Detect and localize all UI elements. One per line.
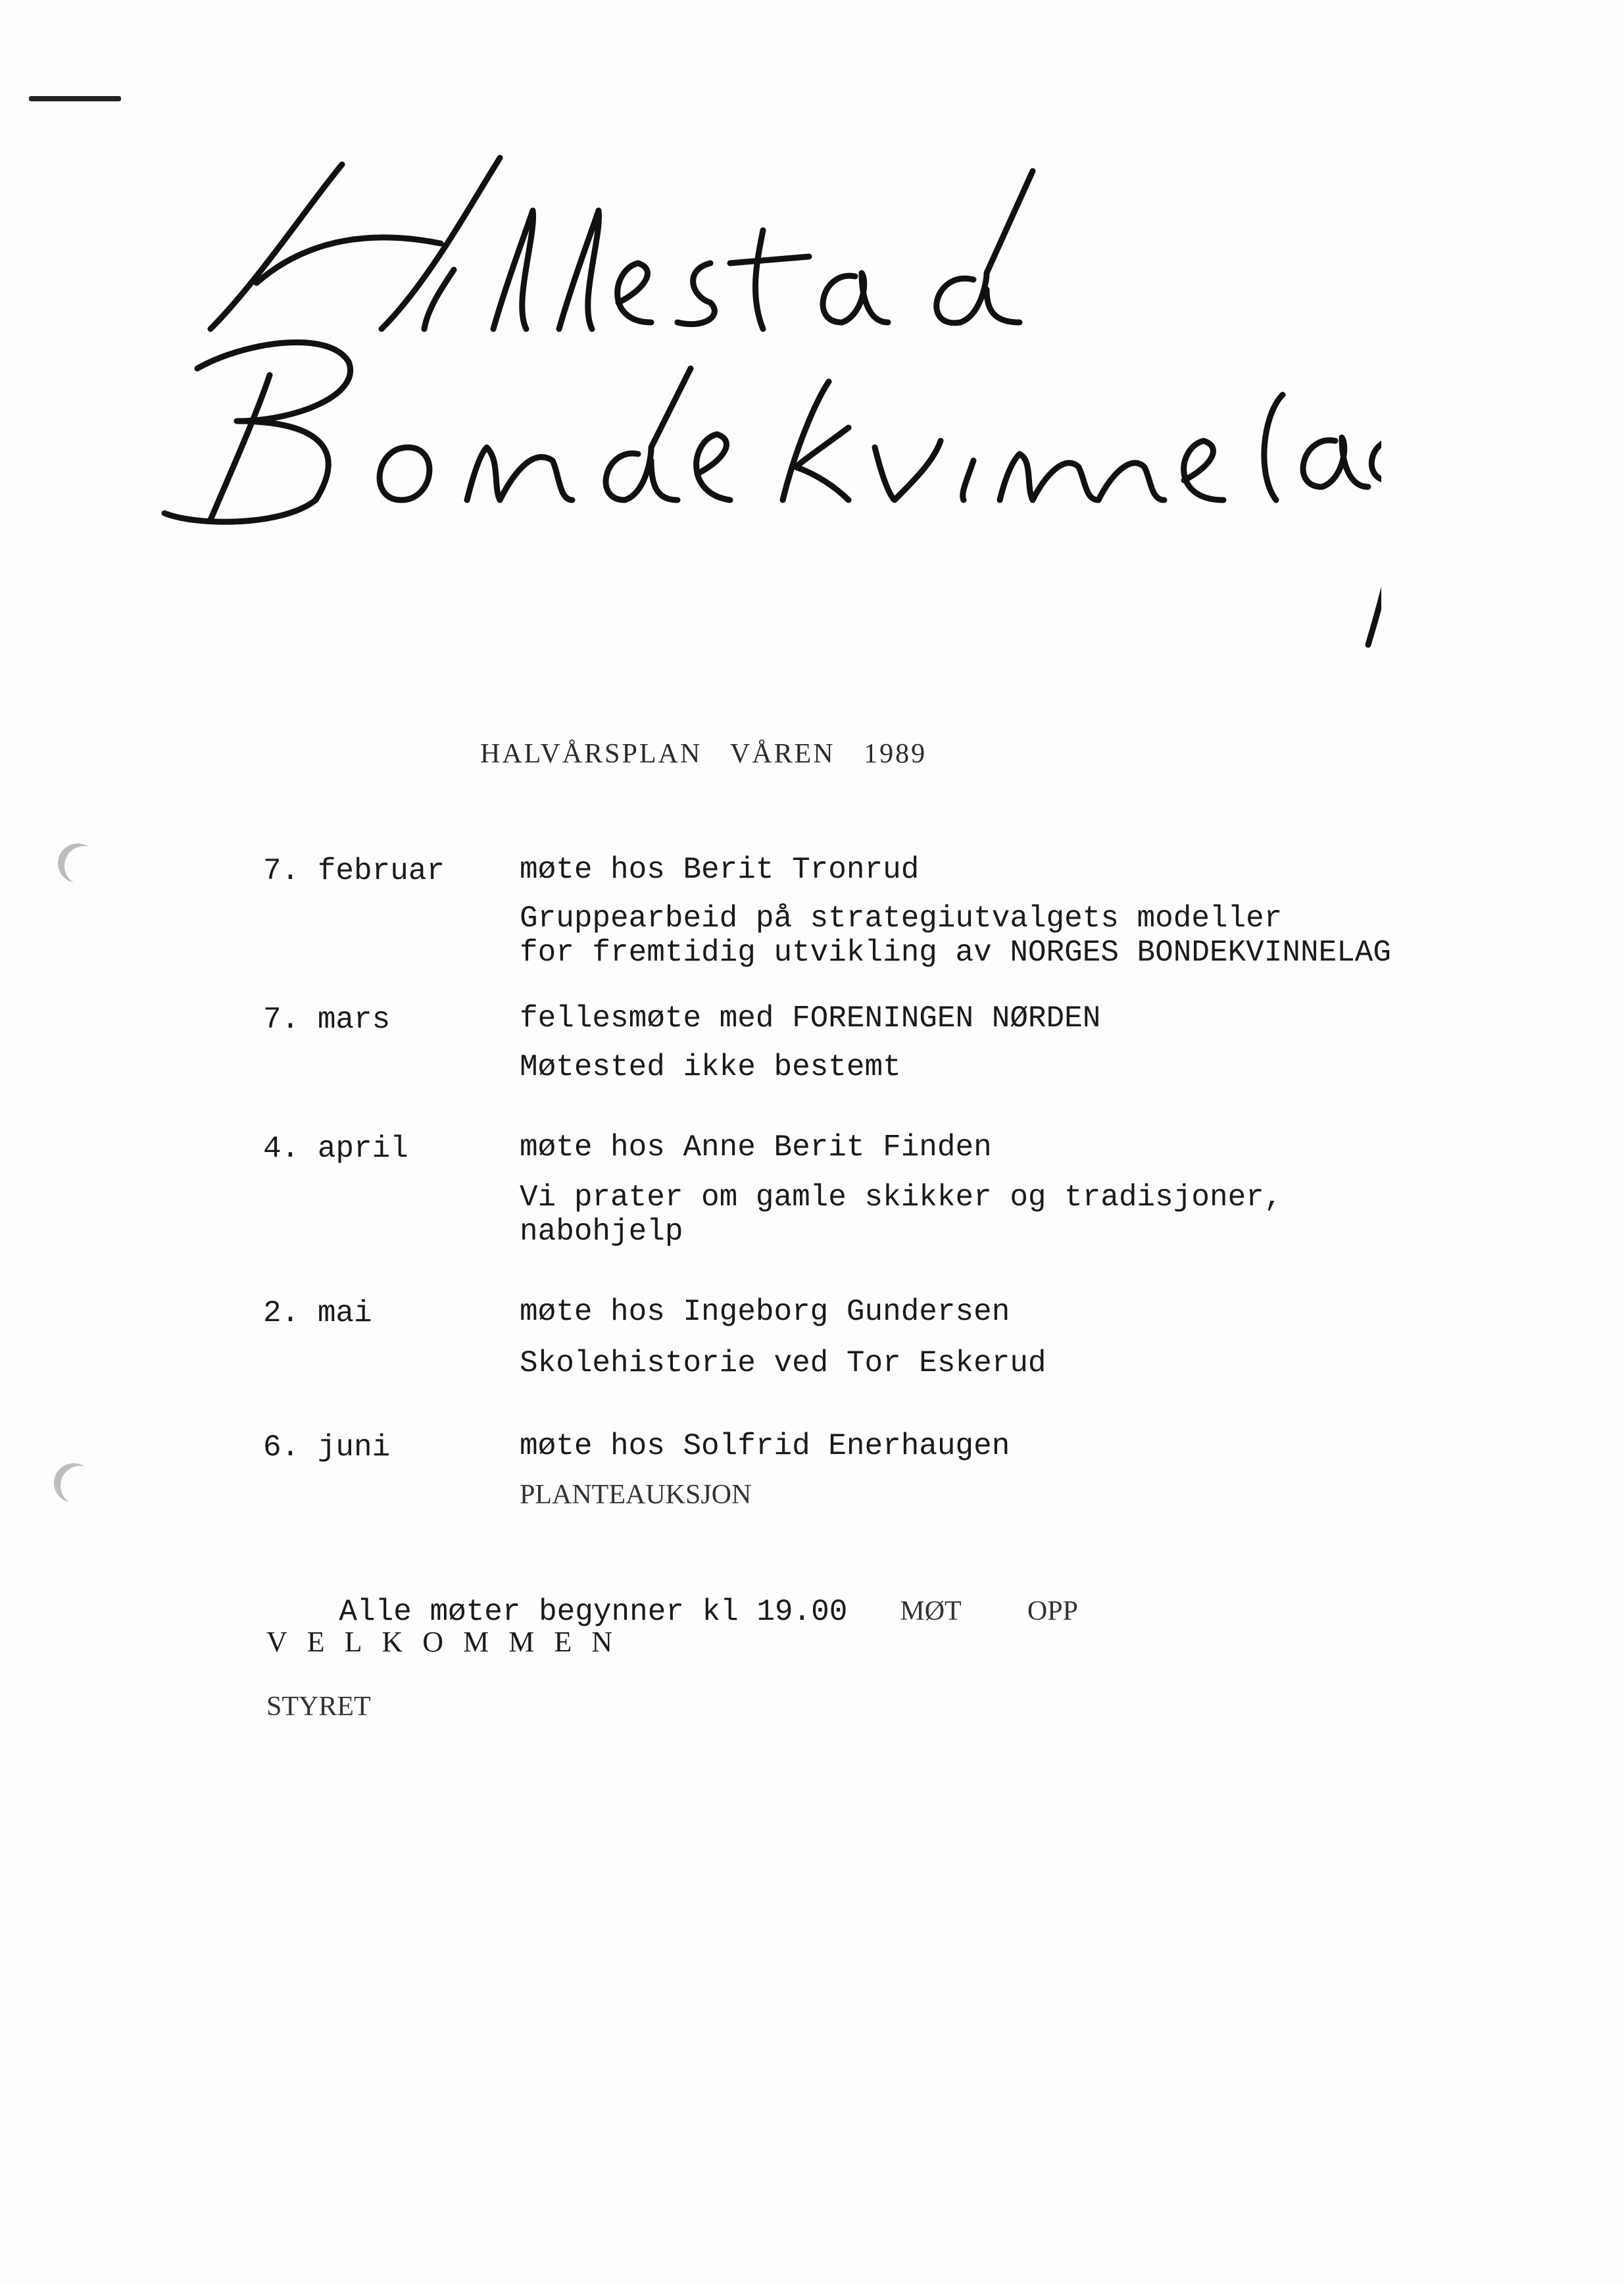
- event-line: møte hos Solfrid Enerhaugen: [520, 1429, 1010, 1463]
- plan-title: HALVÅRSPLAN VÅREN 1989: [480, 739, 927, 769]
- event-line: for fremtidig utvikling av NORGES BONDEKVINNELAG: [520, 936, 1392, 970]
- punch-hole: [54, 1463, 93, 1503]
- event-line: nabohjelp: [520, 1215, 683, 1249]
- event-date: 4. april: [263, 1132, 408, 1166]
- handwritten-heading: [99, 132, 1381, 671]
- event-line: Møtested ikke bestemt: [520, 1050, 901, 1084]
- punch-hole: [58, 843, 97, 883]
- event-date: 7. mars: [263, 1003, 391, 1037]
- event-line: Gruppearbeid på strategiutvalgets modeller: [520, 901, 1283, 936]
- event-date: 7. februar: [263, 854, 445, 888]
- meeting-time-text: Alle møter begynner kl 19.00: [339, 1595, 848, 1629]
- signature: STYRET: [266, 1692, 371, 1722]
- event-line: møte hos Ingeborg Gundersen: [520, 1295, 1010, 1329]
- event-line: Skolehistorie ved Tor Eskerud: [520, 1346, 1046, 1380]
- event-date: 6. juni: [263, 1430, 391, 1465]
- event-line: møte hos Berit Tronrud: [520, 853, 920, 887]
- call-to-action: MØT OPP: [900, 1596, 1078, 1626]
- event-line: fellesmøte med FORENINGEN NØRDEN: [520, 1001, 1101, 1036]
- staple-mark: [29, 96, 121, 101]
- event-line: møte hos Anne Berit Finden: [520, 1130, 992, 1165]
- event-line: Vi prater om gamle skikker og tradisjoner,: [520, 1180, 1283, 1215]
- event-date: 2. mai: [263, 1296, 372, 1330]
- welcome-text: VELKOMMEN: [266, 1626, 632, 1658]
- event-line: PLANTEAUKSJON: [520, 1480, 752, 1510]
